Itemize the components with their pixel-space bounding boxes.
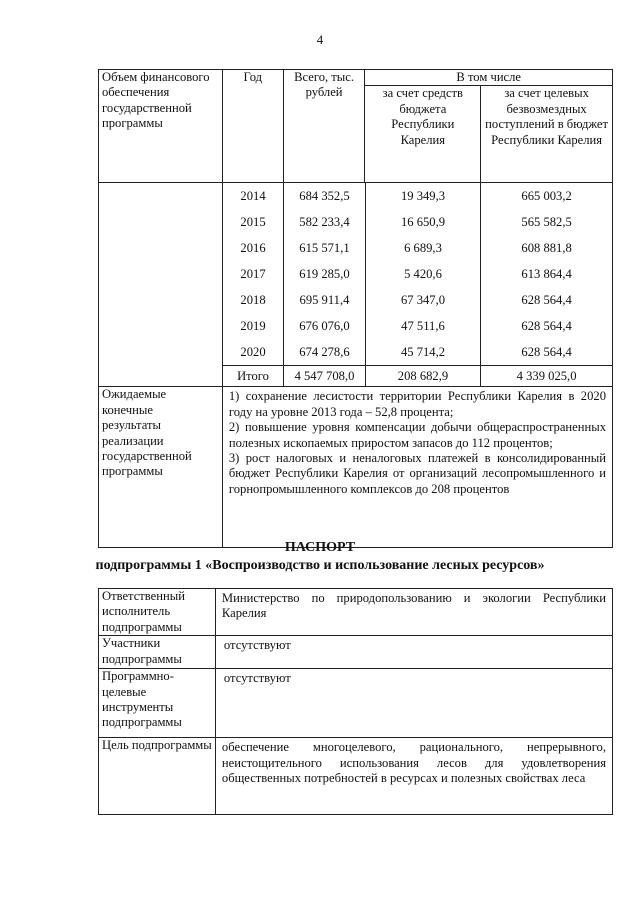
col-including-header: В том числе (365, 70, 613, 86)
table-row (223, 339, 612, 366)
year-cell: 2018 (240, 292, 266, 307)
year-cell: 2016 (240, 240, 266, 255)
year-cell: 2014 (240, 188, 266, 203)
financing-table (98, 69, 613, 548)
passport-row-label: Ответственный исполнитель подпрограммы (99, 589, 216, 636)
passport-row (99, 636, 613, 669)
targeted-cell: 628 564,4 (481, 313, 612, 339)
results-content (222, 387, 612, 548)
itogo-targeted: 4 339 025,0 (481, 366, 612, 387)
result-item: 3) рост налоговых и неналоговых платежей в консолидированный бюджет Республики Карелия от организаций лесопромышленного и горнопромышленного комплексов до 208 процентов (228, 451, 606, 496)
year-cell: 2019 (240, 318, 266, 333)
financing-values (222, 183, 612, 387)
targeted-cell: 608 881,8 (481, 235, 612, 261)
total-cell: 684 352,5 (284, 183, 366, 209)
table-row (223, 261, 612, 287)
passport-row-value: отсутствуют (215, 669, 612, 738)
budget-cell: 45 714,2 (365, 339, 480, 366)
table-row (223, 235, 612, 261)
budget-cell: 6 689,3 (365, 235, 480, 261)
itogo-budget: 208 682,9 (365, 366, 480, 387)
total-cell: 582 233,4 (284, 209, 366, 235)
financing-label: Объем финансового обеспечения государственной программы (99, 70, 223, 183)
budget-cell: 67 347,0 (365, 287, 480, 313)
table-row-total (223, 366, 612, 387)
table-row (223, 313, 612, 339)
total-cell: 619 285,0 (284, 261, 366, 287)
results-label: Ожидаемые конечные результаты реализации государственной программы (99, 387, 223, 548)
financing-label-spacer (99, 183, 223, 387)
passport-row (99, 589, 613, 636)
passport-row-value: Министерство по природопользованию и экологии Республики Карелия (215, 589, 612, 636)
budget-cell: 47 511,6 (365, 313, 480, 339)
targeted-cell: 665 003,2 (481, 183, 612, 209)
col-year-header: Год (222, 70, 283, 183)
total-cell: 676 076,0 (284, 313, 366, 339)
passport-row (99, 669, 613, 738)
budget-cell: 5 420,6 (365, 261, 480, 287)
table-row (223, 209, 612, 235)
result-item: 2) повышение уровня компенсации добычи общераспространенных полезных ископаемых приростом запасов до 112 процентов; (228, 420, 606, 450)
itogo-label: Итого (223, 366, 284, 387)
passport-row-label: Участники подпрограммы (99, 636, 216, 669)
itogo-total: 4 547 708,0 (284, 366, 366, 387)
passport-row-value: обеспечение многоцелевого, рационального, непрерывного, неистощительного использования лесов для удовлетворения общественных потребностей в ресурсах и полезных свойствах леса (215, 738, 612, 815)
table-row (223, 287, 612, 313)
total-cell: 615 571,1 (284, 235, 366, 261)
col-total-header: Всего, тыс. рублей (283, 70, 365, 183)
budget-cell: 16 650,9 (365, 209, 480, 235)
passport-row (99, 738, 613, 815)
passport-table (98, 588, 613, 815)
financing-values-table (223, 183, 612, 386)
year-cell: 2015 (240, 214, 266, 229)
total-cell: 674 278,6 (284, 339, 366, 366)
year-cell: 2017 (240, 266, 266, 281)
targeted-cell: 628 564,4 (481, 339, 612, 366)
passport-subtitle: подпрограммы 1 «Воспроизводство и использование лесных ресурсов» (95, 558, 545, 573)
total-cell: 695 911,4 (284, 287, 366, 313)
year-cell: 2020 (240, 344, 266, 359)
page-number: 4 (316, 32, 324, 47)
targeted-cell: 628 564,4 (481, 287, 612, 313)
col-targeted-header: за счет целевых безвозмездных поступлений в бюджет Республики Карелия (481, 86, 613, 183)
budget-cell: 19 349,3 (365, 183, 480, 209)
table-row (223, 183, 612, 209)
passport-title: ПАСПОРТ (284, 540, 356, 555)
targeted-cell: 613 864,4 (481, 261, 612, 287)
result-item: 1) сохранение лесистости территории Республики Карелия в 2020 году на уровне 2013 года – 52,8 процента; (228, 389, 606, 419)
passport-row-label: Цель подпрограммы (99, 738, 216, 815)
targeted-cell: 565 582,5 (481, 209, 612, 235)
passport-row-label: Программно-целевые инструменты подпрограммы (99, 669, 216, 738)
passport-row-value: отсутствуют (215, 636, 612, 669)
col-budget-header: за счет средств бюджета Республики Карелия (365, 86, 481, 183)
